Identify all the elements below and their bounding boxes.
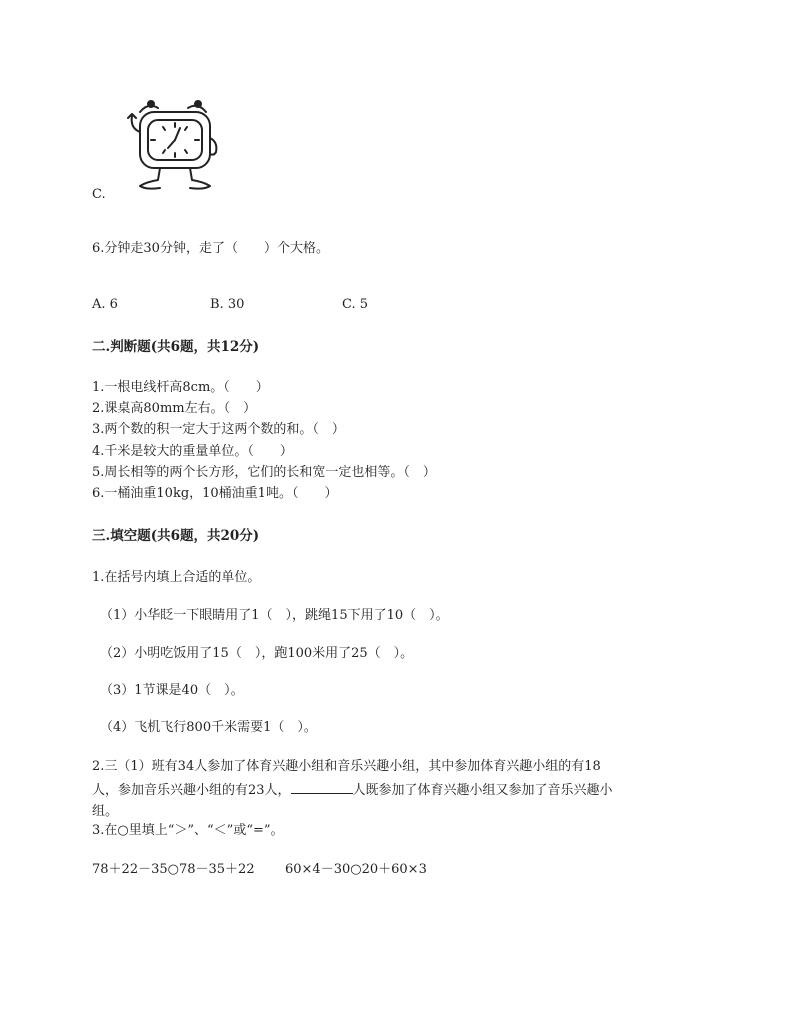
alarm-clock-illustration <box>118 98 238 194</box>
fill-q2-text-after: 人既参加了体育兴趣小组又参加了音乐兴趣小 <box>352 783 613 798</box>
fill-q1-item: （4）飞机飞行800千米需要1（ ）。 <box>100 720 317 735</box>
section-2-title: 二.判断题(共6题，共12分) <box>92 339 260 355</box>
fill-q1-title: 1.在括号内填上合适的单位。 <box>92 570 261 585</box>
judgment-item: 6.一桶油重10kg，10桶油重1吨。（ ） <box>92 486 338 501</box>
judgment-item: 1.一根电线杆高8cm。（ ） <box>92 380 269 395</box>
q6-option-b: B. 30 <box>210 297 245 312</box>
question-6-text: 6.分钟走30分钟，走了（ ）个大格。 <box>92 241 329 256</box>
q6-option-a: A. 6 <box>92 297 118 312</box>
fill-q1-item: （2）小明吃饭用了15（ ），跑100米用了25（ ）。 <box>100 646 414 661</box>
fill-q3-title: 3.在○里填上“＞”、“＜”或“=”。 <box>92 823 284 838</box>
fill-q2-line-2 <box>92 781 613 800</box>
option-c-label: C. <box>92 187 106 202</box>
fill-q1-item: （1）小华眨一下眼睛用了1（ ），跳绳15下用了10（ ）。 <box>100 608 449 623</box>
comparison-expression-1: 78＋22－35○78－35＋22 <box>92 862 255 877</box>
fill-q2-text-before: 人，参加音乐兴趣小组的有23人， <box>92 783 291 798</box>
fill-q1-item: （3）1节课是40（ ）。 <box>100 683 244 698</box>
comparison-expression-2: 60×4－30○20＋60×3 <box>285 862 427 877</box>
answer-blank[interactable] <box>291 781 353 794</box>
q6-option-c: C. 5 <box>342 297 369 312</box>
judgment-item: 2.课桌高80mm左右。（ ） <box>92 401 257 416</box>
judgment-item: 3.两个数的积一定大于这两个数的和。（ ） <box>92 422 345 437</box>
section-3-title: 三.填空题(共6题，共20分) <box>92 528 260 544</box>
judgment-item: 5.周长相等的两个长方形，它们的长和宽一定也相等。（ ） <box>92 465 436 480</box>
fill-q2-line-1: 2.三（1）班有34人参加了体育兴趣小组和音乐兴趣小组，其中参加体育兴趣小组的有18 <box>92 759 601 774</box>
judgment-item: 4.千米是较大的重量单位。（ ） <box>92 444 293 459</box>
fill-q2-line-3: 组。 <box>92 804 119 819</box>
